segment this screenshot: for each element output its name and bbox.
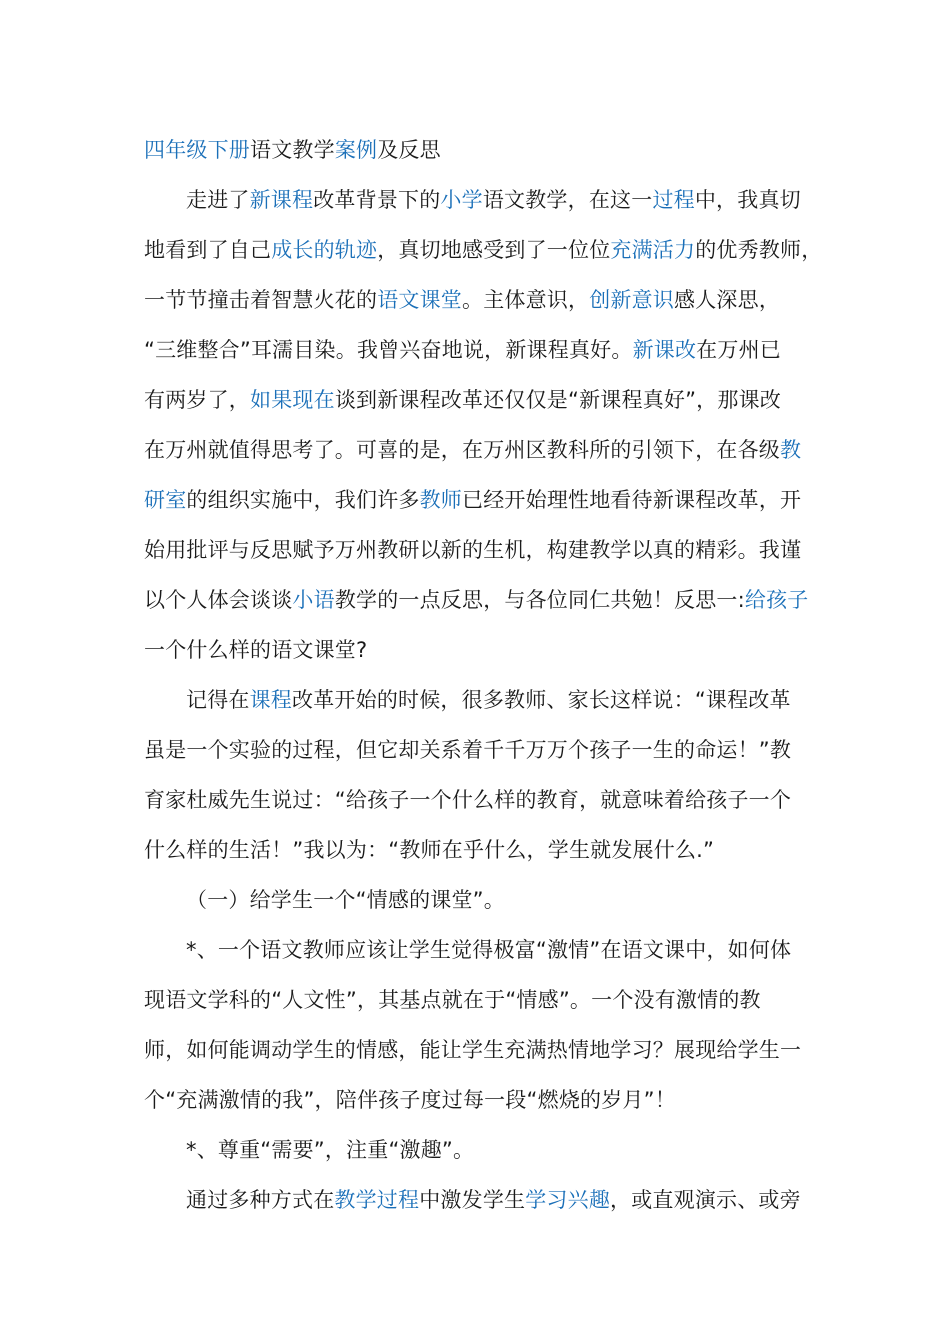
text-line <box>144 1180 858 1220</box>
text-line <box>144 280 816 320</box>
text-run: 。主体意识， <box>462 288 590 312</box>
keyword-link[interactable]: 过程 <box>652 188 695 212</box>
text-run: 一节节撞击着智慧火花的 <box>144 288 378 312</box>
text-line <box>144 680 858 720</box>
text-line <box>144 230 823 270</box>
text-run: 中激发学生 <box>419 1188 526 1212</box>
text-run: *、一个语文教师应该让学生觉得极富“激情”在语文课中，如何体 <box>186 938 792 962</box>
keyword-link[interactable]: 学习兴趣 <box>525 1188 611 1212</box>
keyword-link[interactable]: 教师 <box>419 488 463 512</box>
text-run: 中，我真切 <box>694 188 801 212</box>
text-run: 改革背景下的 <box>313 188 441 212</box>
text-run: *、尊重“需要”，注重“激趣”。 <box>186 1138 475 1162</box>
text-line <box>144 530 816 570</box>
keyword-link[interactable]: 充满活力 <box>610 238 696 262</box>
text-run: 记得在 <box>186 688 250 712</box>
text-run: 什么样的生活！”我以为：“教师在乎什么，学生就发展什么.” <box>144 838 715 862</box>
text-run: 的优秀教师， <box>695 238 823 262</box>
text-line <box>144 930 858 970</box>
keyword-link[interactable]: 教学过程 <box>334 1188 420 1212</box>
text-run: 通过多种方式在 <box>186 1188 335 1212</box>
text-run: 的组织实施中，我们许多 <box>186 488 420 512</box>
keyword-link[interactable]: 小学 <box>440 188 483 212</box>
text-run: 走进了 <box>186 188 250 212</box>
keyword-link[interactable]: 小语 <box>292 588 335 612</box>
text-run: 师，如何能调动学生的情感，能让学生充满热情地学习？展现给学生一 <box>144 1038 802 1062</box>
text-run: 语文教学 <box>250 138 335 162</box>
text-run: ，或直观演示、或旁 <box>610 1188 801 1212</box>
keyword-link[interactable]: 四年级下册 <box>144 138 250 162</box>
keyword-link[interactable]: 给孩子 <box>744 588 809 612</box>
keyword-link[interactable]: 课程 <box>249 688 293 712</box>
text-line <box>144 1080 816 1120</box>
text-line <box>144 330 816 370</box>
text-run: 谈到新课程改革还仅仅是“新课程真好”，那课改 <box>334 388 781 412</box>
keyword-link[interactable]: 语文课堂 <box>377 288 463 312</box>
text-line <box>144 880 858 920</box>
text-line <box>144 780 816 820</box>
keyword-link[interactable]: 新课改 <box>632 338 697 362</box>
text-run: 以个人体会谈谈 <box>144 588 293 612</box>
text-line <box>144 980 816 1020</box>
text-line <box>144 1130 858 1170</box>
text-run: 现语文学科的“人文性”，其基点就在于“情感”。一个没有激情的教 <box>144 988 761 1012</box>
text-run: 育家杜威先生说过：“给孩子一个什么样的教育，就意味着给孩子一个 <box>144 788 792 812</box>
text-run: 感人深思， <box>674 288 781 312</box>
text-run: 个“充满激情的我”，陪伴孩子度过每一段“燃烧的岁月”！ <box>144 1088 676 1112</box>
keyword-link[interactable]: 研室 <box>144 488 187 512</box>
text-run: 一个什么样的语文课堂? <box>144 638 368 662</box>
keyword-link[interactable]: 教 <box>780 438 802 462</box>
text-line <box>144 480 816 520</box>
text-run: 教学的一点反思，与各位同仁共勉！反思一: <box>334 588 745 612</box>
text-line <box>144 580 816 620</box>
text-run: 改革开始的时候，很多教师、家长这样说：“课程改革 <box>292 688 791 712</box>
text-line <box>144 1030 816 1070</box>
text-run: 始用批评与反思赋予万州教研以新的生机，构建教学以真的精彩。我谨 <box>144 538 802 562</box>
keyword-link[interactable]: 案例 <box>334 138 378 162</box>
keyword-link[interactable]: 新课程 <box>249 188 314 212</box>
text-line <box>144 180 858 220</box>
text-line <box>144 630 816 670</box>
document-title <box>144 130 816 170</box>
keyword-link[interactable]: 如果现在 <box>250 388 335 412</box>
text-run: 在万州已 <box>696 338 781 362</box>
text-run: ，真切地感受到了一位位 <box>377 238 611 262</box>
text-run: （一）给学生一个“情感的课堂”。 <box>186 888 505 912</box>
text-run: 地看到了自己 <box>144 238 272 262</box>
text-line <box>144 830 816 870</box>
text-run: 及反思 <box>377 138 441 162</box>
text-run: “三维整合”耳濡目染。我曾兴奋地说，新课程真好。 <box>144 338 633 362</box>
keyword-link[interactable]: 成长的轨迹 <box>271 238 378 262</box>
text-line <box>144 380 816 420</box>
text-run: 虽是一个实验的过程，但它却关系着千千万万个孩子一生的命运！”教 <box>144 738 792 762</box>
text-run: 有两岁了， <box>144 388 250 412</box>
text-run: 在万州就值得思考了。可喜的是，在万州区教科所的引领下，在各级 <box>144 438 780 462</box>
text-run: 语文教学，在这一 <box>482 188 653 212</box>
text-line <box>144 730 816 770</box>
keyword-link[interactable]: 创新意识 <box>589 288 675 312</box>
text-line <box>144 430 816 470</box>
text-run: 已经开始理性地看待新课程改革，开 <box>462 488 802 512</box>
